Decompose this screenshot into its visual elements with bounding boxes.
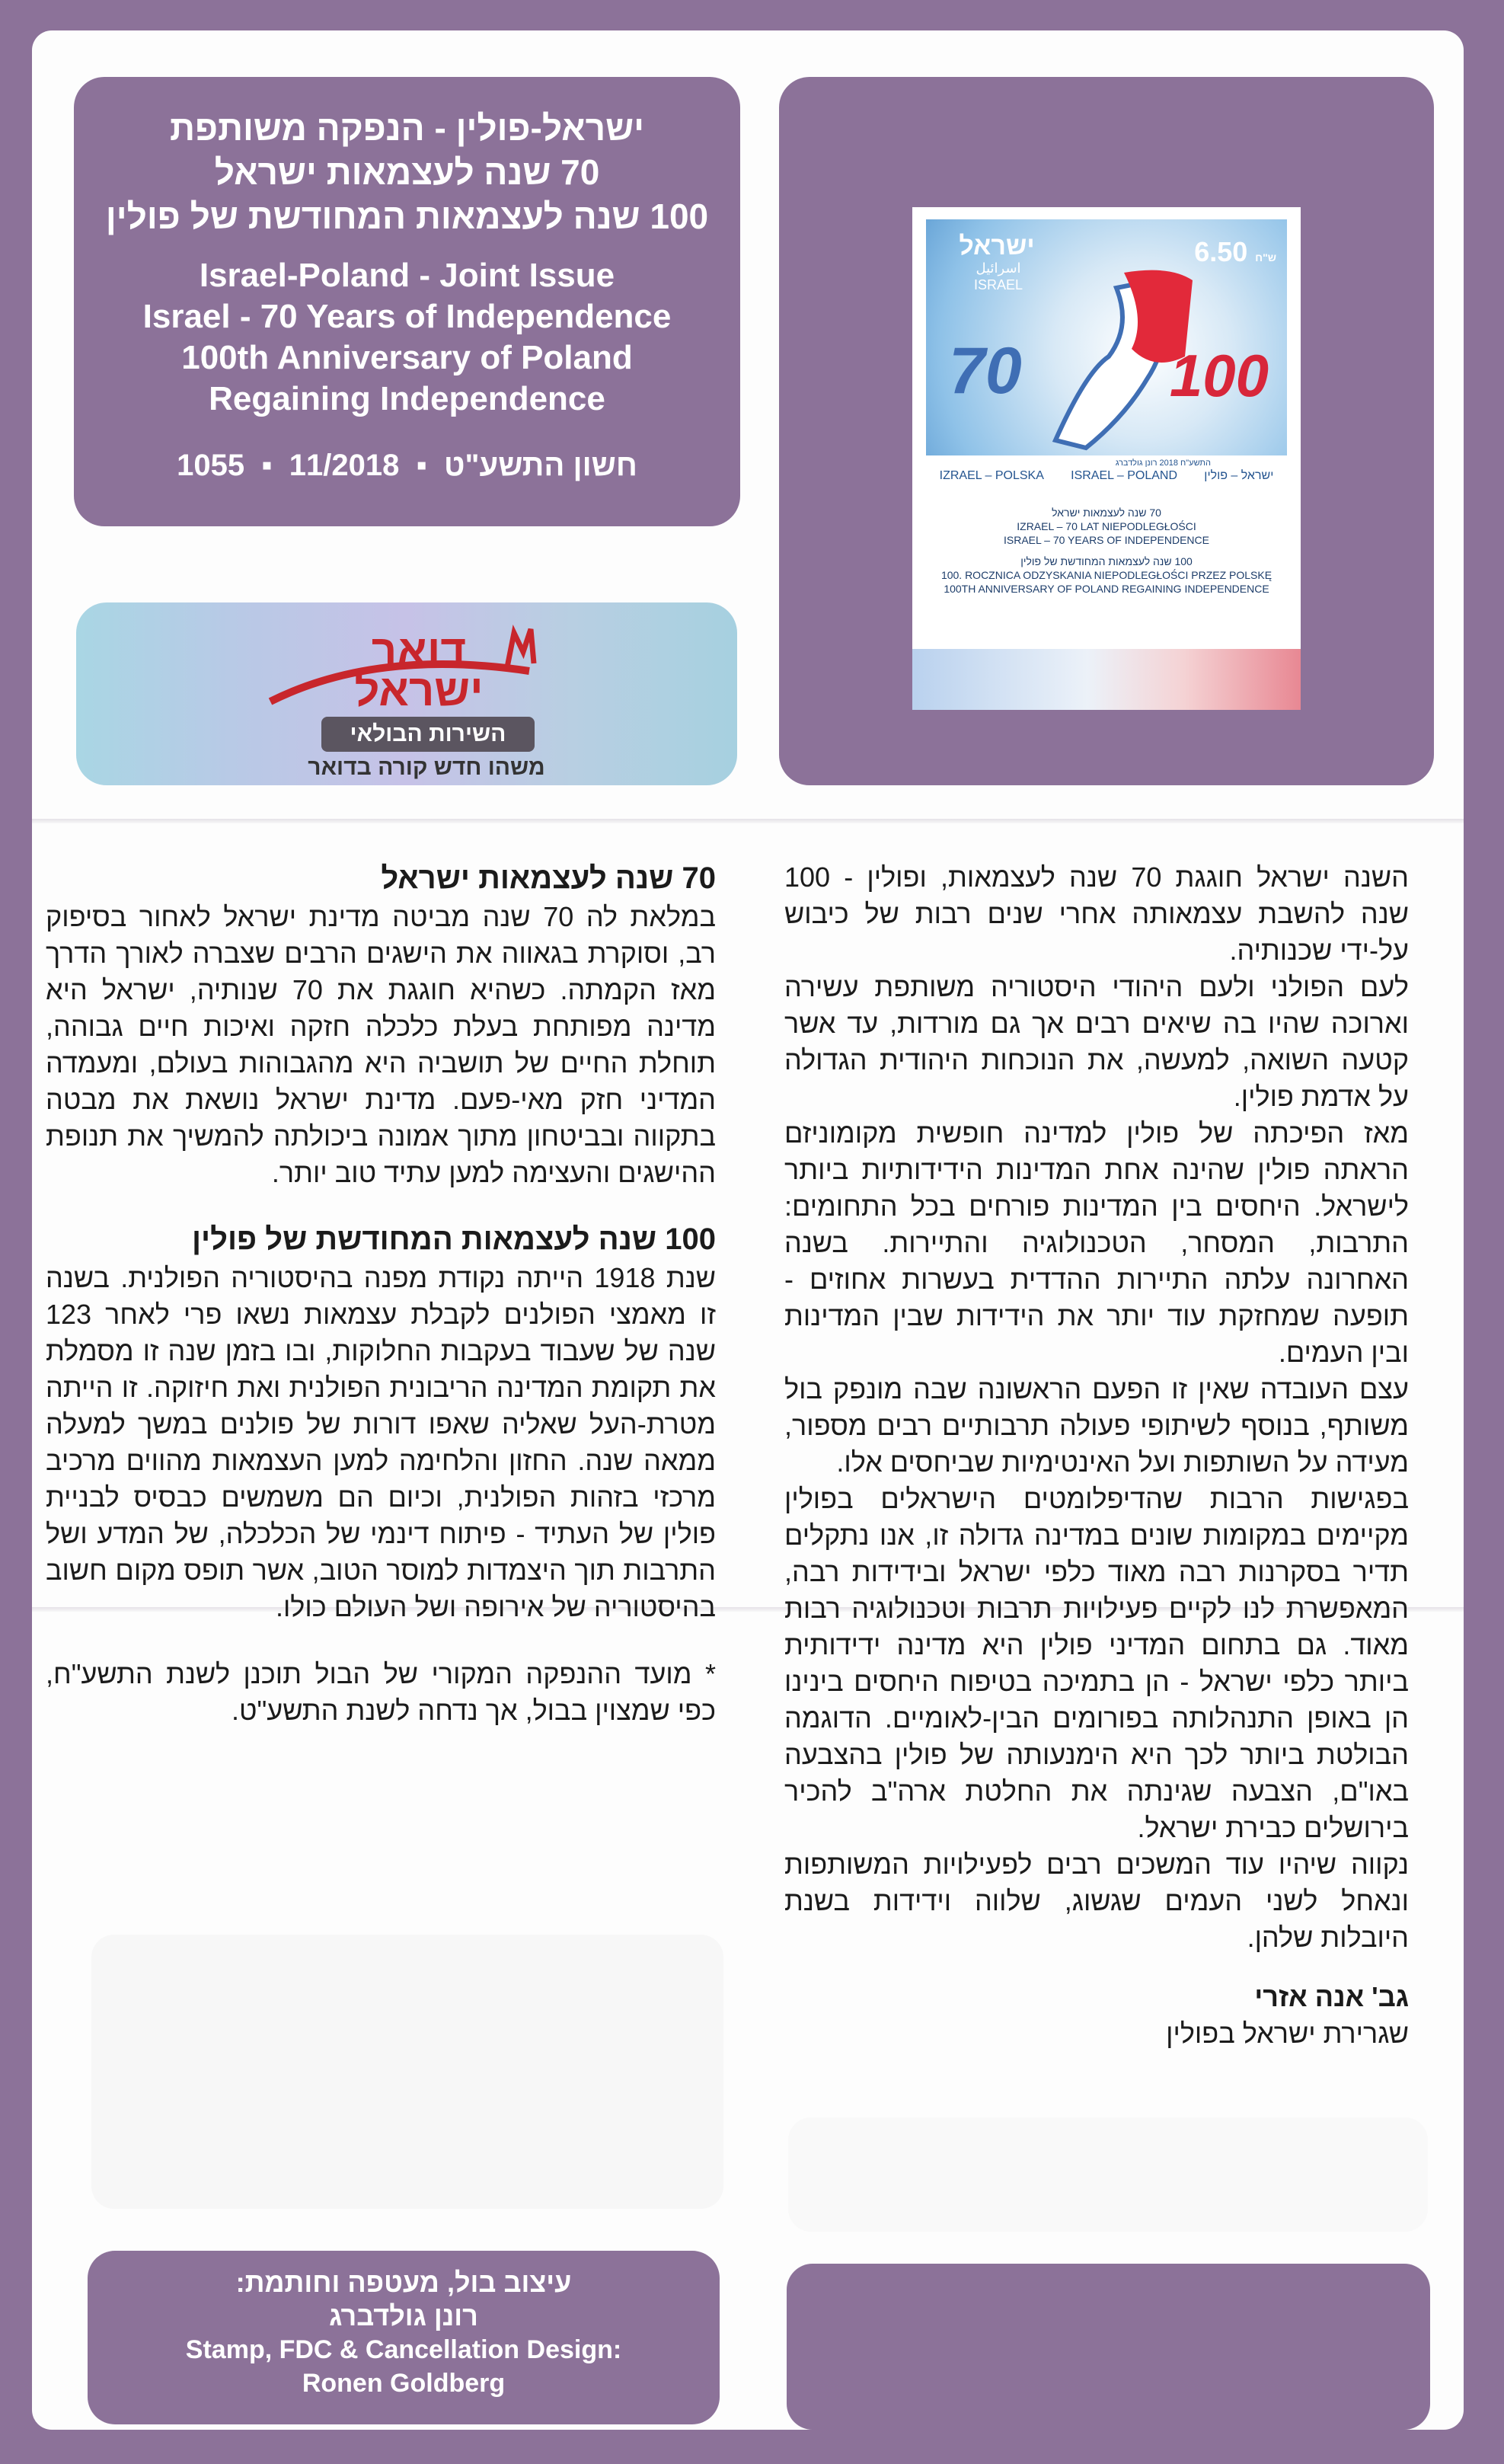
logo-text-line-1: דואר bbox=[371, 626, 467, 676]
credit-en-line-1: Stamp, FDC & Cancellation Design: bbox=[185, 2335, 622, 2364]
issue-date-note: * מועד ההנפקה המקורי של הבול תוכנן לשנת התשע"ח, כפי שמצוין בבול, אך נדחה לשנת התשע"ט. bbox=[46, 1658, 716, 1726]
signature-title: שגרירת ישראל בפולין bbox=[1166, 2018, 1409, 2049]
section-heading-poland: 100 שנה לעצמאות המחודשת של פולין bbox=[191, 1222, 716, 1256]
title-he-line-3: 100 שנה לעצמאות המחודשת של פולין bbox=[105, 197, 709, 236]
stamp-value bbox=[1194, 236, 1276, 268]
stamp-name-pl: IZRAEL – POLSKA bbox=[939, 469, 1044, 482]
background-text bbox=[46, 859, 716, 1729]
stamp-names-row bbox=[926, 469, 1287, 483]
section-heading-israel: 70 שנה לעצמאות ישראל bbox=[381, 861, 716, 895]
show-through-block bbox=[788, 2117, 1428, 2232]
section-paragraph-israel: במלאת לה 70 שנה מביטה מדינת ישראל לאחור בסיפוק רב, וסוקרת בגאווה את הישגים הרבים שצברה לאורך הדרך מאז הקמתה. כשהיא חוגגת את 70 שנותיה, ישראל היא מדינה מפותחת בעלת כלכלה חזקה ואיכות חיים גבוהה, תוחלת החיים של תושביה היא מהגבוהות בעולם, ומעמדה המדיני חזק מאי-פעם. מדינת ישראל נושאת את מבטה בתקווה ובביטחון מתוך אמונה ביכולתה להמשיך את תנופת ההישגים והעצימה למען עתיד טוב יותר. bbox=[46, 901, 717, 1188]
stamp-sheet-margin bbox=[912, 649, 1301, 710]
stamp-name-en: ISRAEL – POLAND bbox=[1071, 469, 1178, 482]
stamp-tab bbox=[926, 459, 1287, 596]
ambassador-letter bbox=[784, 859, 1409, 2052]
stamp-design-credit: התשע"ח 2018 רונן גולדברג bbox=[1115, 459, 1211, 468]
signature-block bbox=[784, 1979, 1409, 2052]
separator-icon: ▪ bbox=[261, 449, 273, 482]
stamp-tab-line-3: ISRAEL – 70 YEARS OF INDEPENDENCE bbox=[1004, 534, 1209, 546]
stamp-country-en: ISRAEL bbox=[973, 277, 1023, 292]
letter-paragraph-3: מאז הפיכתה של פולין למדינה חופשית מקומוניזם הראתה פולין שהינה אחת המדינות הידידותיות ביותר לישראל. היחסים בין המדינות פורחים בכל התחומים: התרבות, המסחר, הטכנולוגיה והתיירות. בשנה האחרונה עלתה התיירות ההדדית בעשרות אחוזים - תופעה שמחזקת עוד יותר את הידידות שבין המדינות ובין העמים. bbox=[784, 1117, 1409, 1368]
title-en-line-1: Israel-Poland - Joint Issue bbox=[199, 257, 615, 294]
stamp-country-ar: اسرائيل bbox=[976, 260, 1021, 276]
credit-en-line-2: Ronen Goldberg bbox=[302, 2369, 506, 2398]
letter-paragraph-2: לעם הפולני ולעם היהודי היסטוריה משותפת עשירה וארוכה שהיו בה שיאים רבים אך גם מורדות, עד אשר קטעה השואה, למעשה, את הנוכחות היהודית הגדולה על אדמת פולין. bbox=[784, 971, 1409, 1112]
logo-text bbox=[327, 626, 510, 715]
letter-paragraph-5: בפגישות הרבות שהדיפלומטים הישראלים בפולין מקיימים במקומות שונים במדינה גדולה זו, אנו נתקלים תדיר בסקרנות רבה מאוד כלפי ישראל ובידידות רבה, המאפשרת לנו לקיים פעילויות תרבות וטכנולוגיה רבות מאוד. גם בתחום המדיני פולין היא מדינה ידידותית ביותר כלפי ישראל - הן בתמיכה בטיפוח היחסים בינינו הן באופן התנהלותה בפורומים הבין-לאומיים. הדוגמה הבולטת ביותר לכך היא הימנעותה של פולין בהצבעה באו"ם, הצבעה שגינתה את החלטת ארה"ב להכיר בירושלים כבירת ישראל. bbox=[784, 1483, 1409, 1843]
letter-paragraph-1: השנה ישראל חוגגת 70 שנה לעצמאות, ופולין - 100 שנה להשבת עצמאותה אחרי שנים רבות של כיבוש על-ידי שכנותיה. bbox=[784, 861, 1409, 966]
stamp-sheet bbox=[912, 207, 1301, 710]
stamp-name-he: ישראל – פולין bbox=[1204, 469, 1274, 482]
bottom-right-panel bbox=[787, 2264, 1430, 2430]
title-he-line-1: ישראל-פולין - הנפקה משותפת bbox=[169, 108, 645, 148]
issue-number: 1055 bbox=[177, 449, 245, 482]
credit-he-line-2: רונן גולדברג bbox=[329, 2300, 478, 2331]
title-en-line-3: 100th Anniversary of Poland bbox=[181, 339, 633, 376]
israel-post-logo-box bbox=[76, 602, 737, 785]
philatelic-service-label: השירות הבולאי bbox=[321, 717, 535, 752]
stamp-currency: ש"ח bbox=[1255, 251, 1276, 264]
issue-month-he: חשון התשע"ט bbox=[444, 449, 637, 482]
letter-paragraph-6: נקווה שיהיו עוד המשכים רבים לפעילויות המשותפות ונאחל לשני העמים שגשוג, שלווה וידידות בשנת היובלות שלהן. bbox=[784, 1849, 1409, 1953]
stamp-number-70: 70 bbox=[949, 334, 1022, 407]
title-en-line-4: Regaining Independence bbox=[209, 380, 605, 417]
issue-date: 11/2018 bbox=[289, 449, 400, 482]
design-credits-panel bbox=[88, 2251, 720, 2424]
stamp-value-number: 6.50 bbox=[1194, 236, 1248, 267]
title-en-line-2: Israel - 70 Years of Independence bbox=[142, 298, 672, 335]
stamp-tab-line-6: 100TH ANNIVERSARY OF POLAND REGAINING INDEPENDENCE bbox=[944, 583, 1269, 595]
letter-paragraph-4: עצם העובדה שאין זו הפעם הראשונה שבה מונפק בול משותף, בנוסף לשיתופי פעולה תרבותיים רבים מספור, מעידה על השותפות ועל האינטימיות שביחסים אלו. bbox=[784, 1373, 1409, 1478]
issue-info bbox=[74, 449, 740, 483]
show-through-block bbox=[91, 1935, 723, 2209]
stamp-tab-text bbox=[926, 506, 1287, 596]
stamp-tab-line-2: IZRAEL – 70 LAT NIEPODLEGŁOŚCI bbox=[1017, 520, 1196, 532]
separator-icon: ▪ bbox=[416, 449, 427, 482]
stamp-tab-line-4: 100 שנה לעצמאות המחודשת של פולין bbox=[1020, 555, 1193, 567]
fold-line-top bbox=[32, 819, 1464, 823]
title-panel bbox=[74, 77, 740, 526]
credit-he-line-1: עיצוב בול, מעטפה וחותמת: bbox=[235, 2267, 572, 2298]
logo-text-line-2: ישראל bbox=[354, 666, 484, 715]
section-paragraph-poland: שנת 1918 הייתה נקודת מפנה בהיסטוריה הפולנית. בשנה זו מאמצי הפולנים לקבלת עצמאות נשאו פרי לאחר 123 שנה של שעבוד בעקבות החלוקות, ובו בזמן שנה זו מסמלת את תקומת המדינה הריבונית הפולנית ואת חיזוקה. זו הייתה מטרת-העל שאליה שאפו דורות של פולנים במשך למעלה ממאה שנה. החזון והלחימה למען העצמאות מהווים מרכיב מרכזי בזהות הפולנית, וכיום הם משמשים כבסיס לבניית פולין של העתיד - פיתוח דינמי של הכלכלה, של המדע ושל התרבות תוך היצמדות למוסר הטוב, אשר תופס מקום חשוב בהיסטוריה של אירופה ושל העולם כולו. bbox=[46, 1262, 716, 1622]
stamp-number-100: 100 bbox=[1169, 342, 1269, 409]
stamp-tab-line-1: 70 שנה לעצמאות ישראל bbox=[1052, 507, 1161, 519]
stamp-image bbox=[926, 219, 1287, 455]
signature-name: גב' אנה אזרי bbox=[1254, 1981, 1409, 2012]
logo-tagline: משהו חדש קורה בדואר bbox=[308, 755, 545, 780]
stamp-country-he: ישראל bbox=[959, 232, 1035, 260]
title-he-line-2: 70 שנה לעצמאות ישראל bbox=[214, 152, 600, 192]
stamp-tab-line-5: 100. ROCZNICA ODZYSKANIA NIEPODLEGŁOŚCI PRZEZ POLSKĘ bbox=[940, 569, 1272, 581]
